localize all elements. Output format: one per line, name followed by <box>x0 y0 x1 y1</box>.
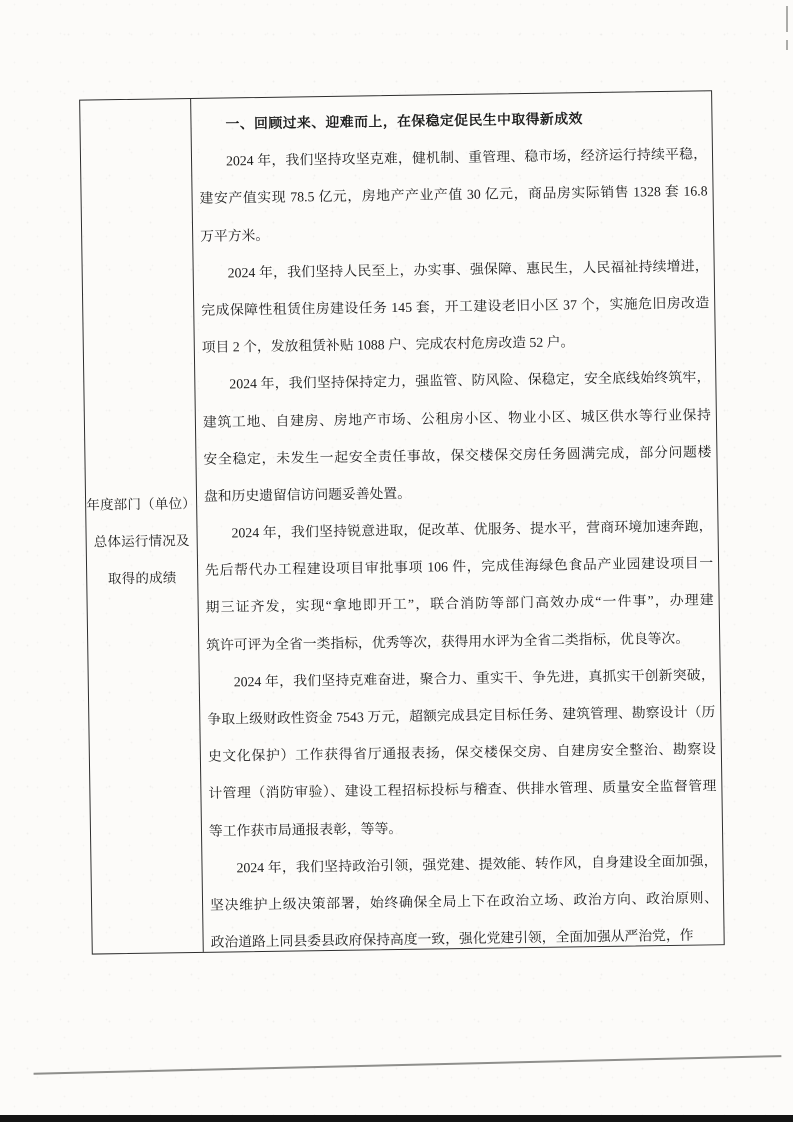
paragraph <box>199 136 709 255</box>
text-line: 一、回顾过来、迎难而上，在保稳定促民生中取得新成效 <box>225 111 583 132</box>
text-line: 筑许可评为全省一类指标，优秀等次，获得用水评为全省二类指标，优良等次。 <box>206 630 690 653</box>
text-line: 安全稳定，未发生一起安全责任事故，保交楼保交房任务圆满完成，部分问题楼 <box>203 444 712 467</box>
text-line: 2024 年，我们坚持克难奋进，聚合力、重实干、争先进，真抓实干创新突破， <box>233 667 715 690</box>
text-line: 政治道路上同县委县政府保持高度一致，强化党建引领，全面加强从严治党，作 <box>210 927 694 950</box>
text-line: 盘和历史遗留信访问题妥善处置。 <box>203 485 412 504</box>
row-label-cell <box>80 99 204 954</box>
text-line: 2024 年，我们坚持攻坚克难，健机制、重管理、稳市场，经济运行持续平稳， <box>225 146 708 169</box>
paper-edge-line <box>34 1055 782 1074</box>
row-label-line: 取得的成绩 <box>107 570 177 587</box>
row-label-line: 年度部门（单位） <box>86 495 197 513</box>
row-label-line: 总体运行情况及 <box>93 533 190 550</box>
text-line: 期三证齐发，实现“拿地即开工”，联合消防等部门高效办成“一件事”，办理建 <box>205 592 714 616</box>
text-line: 万平方米。 <box>200 227 270 244</box>
text-line: 2024 年，我们坚持保持定力，强监管、防风险、保稳定，安全底线始终筑牢， <box>229 369 711 392</box>
text-line: 2024 年，我们坚持政治引领，强党建、提效能、转作风，自身建设全面加强， <box>236 853 718 876</box>
text-line: 2024 年，我们坚持人民至上，办实事、强保障、惠民生，人民福祉持续增进， <box>227 258 709 281</box>
text-line: 史文化保护）工作获得省厅通报表扬，保交楼保交房、自建房安全整治、勘察设 <box>207 741 716 765</box>
text-line: 建筑工地、自建房、房地产市场、公租房小区、物业小区、城区供水等行业保持 <box>202 406 711 430</box>
text-line: 项目 2 个，发放租赁补贴 1088 户、完成农村危房改造 52 户。 <box>201 334 575 355</box>
text-line: 争取上级财政性资金 7543 万元，超额完成县定目标任务、建筑管理、勘察设计（历 <box>207 704 716 727</box>
paragraph <box>202 359 712 515</box>
text-line: 2024 年，我们坚持锐意进取，促改革、优服务、提水平，营商环境加速奔跑， <box>231 518 713 541</box>
paragraph <box>200 247 710 366</box>
text-line: 等工作获市局通报表彰，等等。 <box>208 820 403 839</box>
scan-artifact-dash <box>786 40 788 50</box>
text-line: 坚决维护上级决策部署，始终确保全局上下在政治立场、政治方向、政治原则、 <box>209 890 719 913</box>
text-line: 先后帮代办工程建设项目审批事项 106 件，完成佳海绿色食品产业园建设项目一 <box>205 555 714 579</box>
paragraph <box>209 842 719 952</box>
content-cell <box>191 91 724 952</box>
text-line: 计管理（消防审验）、建设工程招标投标与稽查、供排水管理、质量安全监督管理 <box>208 778 717 802</box>
paragraph <box>207 656 718 849</box>
report-table <box>79 90 725 954</box>
text-line: 建安产值实现 78.5 亿元，房地产产业产值 30 亿元，商品房实际销售 1328 套 16.8 <box>199 183 708 207</box>
scan-artifact-dash <box>786 6 788 32</box>
text-line: 完成保障性租赁住房建设任务 145 套，开工建设老旧小区 37 个，实施危旧房改造 <box>201 295 710 318</box>
scanner-edge-band <box>0 1115 793 1122</box>
paragraph <box>204 507 714 663</box>
